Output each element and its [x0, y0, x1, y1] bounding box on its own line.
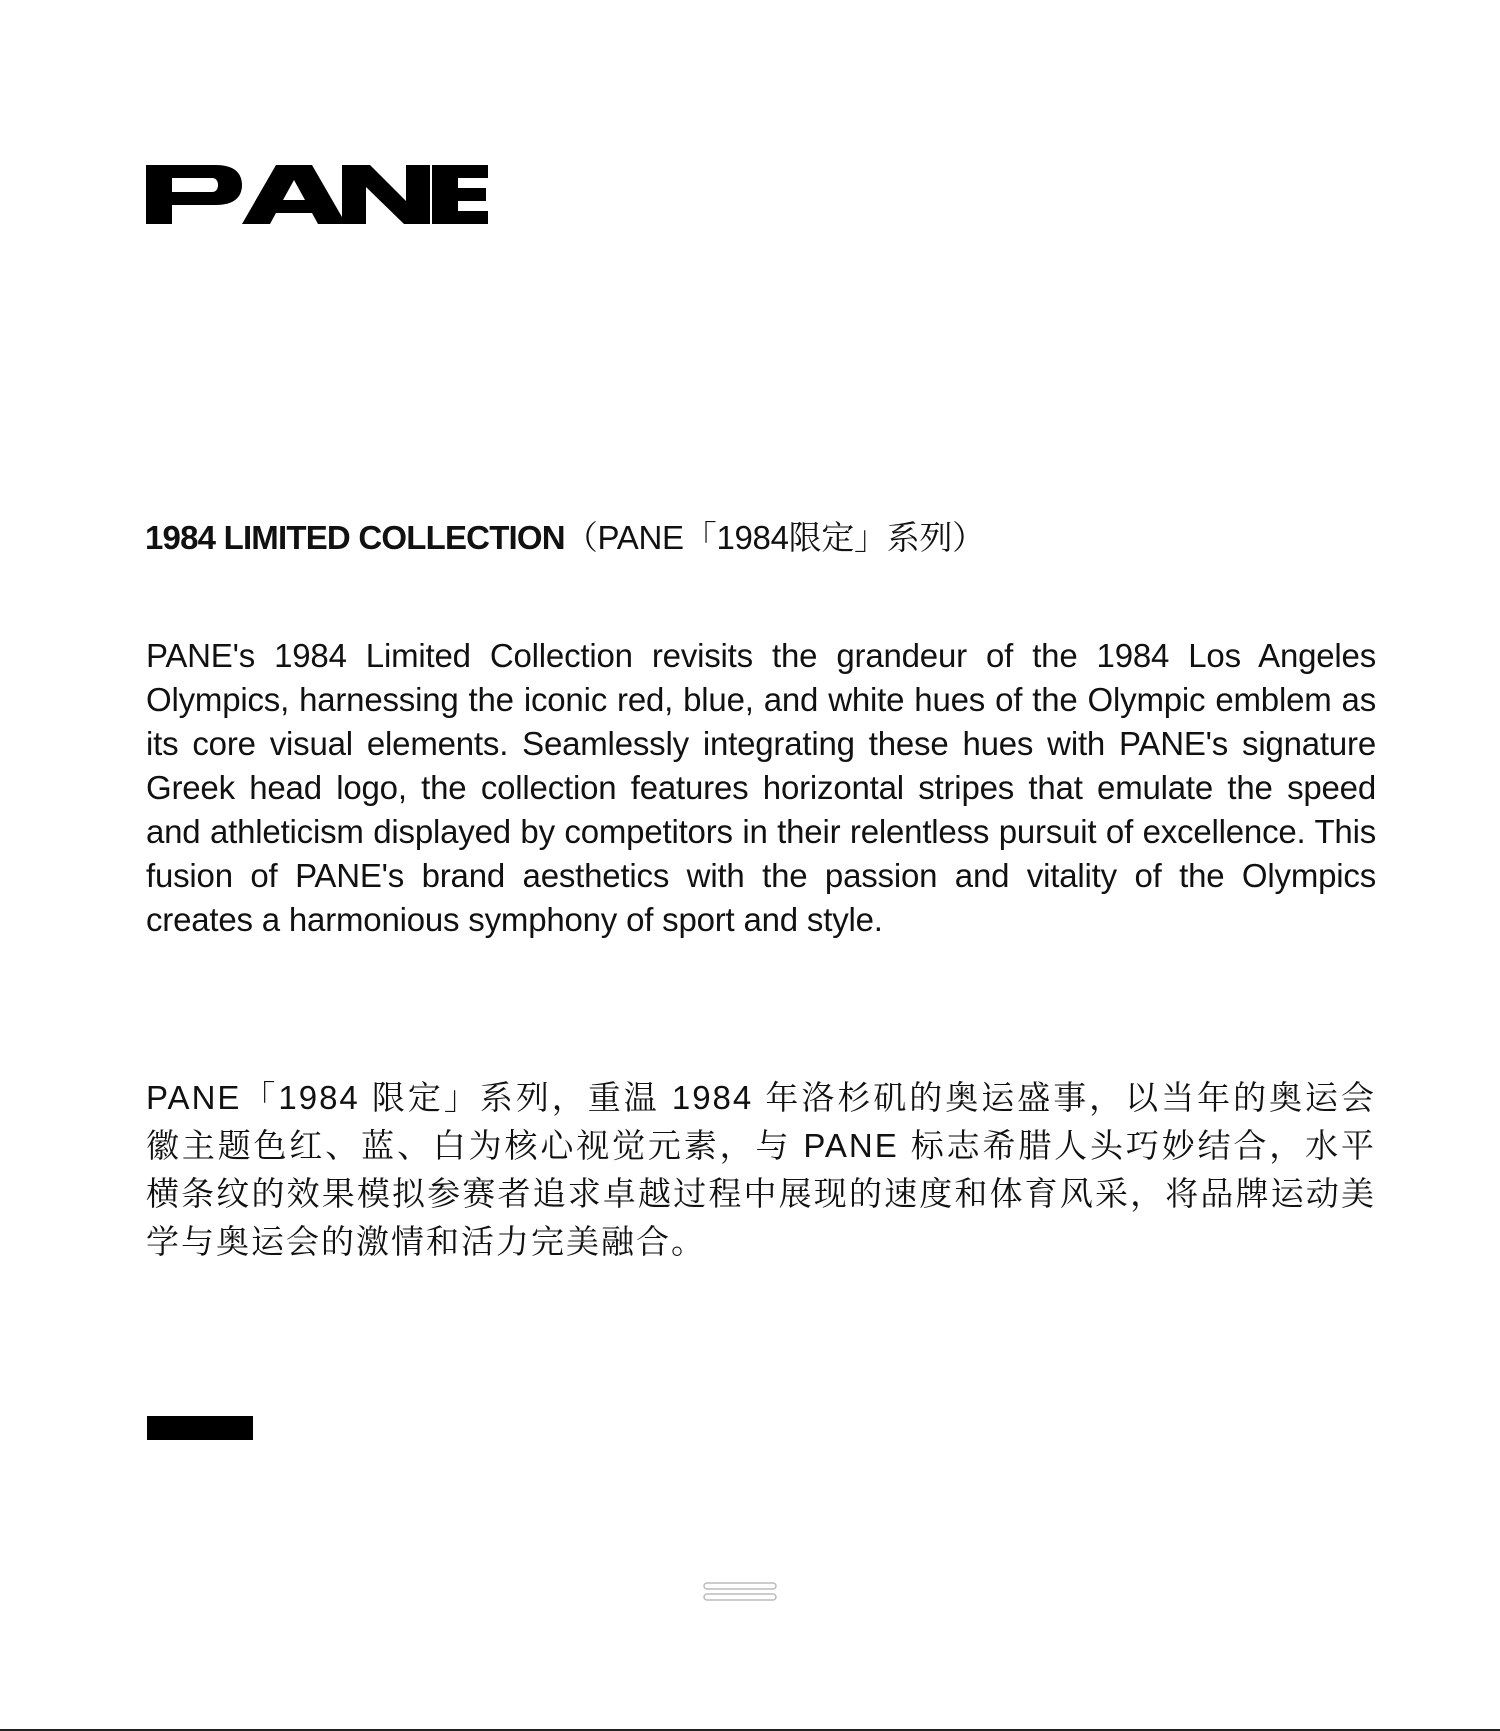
pane-logo	[146, 165, 488, 224]
collection-title	[145, 514, 1385, 562]
collection-title-zh: （PANE「1984限定」系列）	[564, 519, 985, 556]
collection-title-en: 1984 LIMITED COLLECTION	[145, 519, 565, 556]
description-chinese: PANE「1984 限定」系列，重温 1984 年洛杉矶的奥运盛事，以当年的奥运会徽主题色红、蓝、白为核心视觉元素，与 PANE 标志希腊人头巧妙结合，水平横条纹的效果模拟参赛者追求卓越过程中展现的速度和体育风采，将品牌运动美学与奥运会的激情和活力完美融合。	[146, 1079, 1376, 1260]
decorative-bar	[147, 1416, 253, 1440]
description-english: PANE's 1984 Limited Collection revisits the grandeur of the 1984 Los Angeles Olympics, harnessing the iconic red, blue, and white hues of the Olympic emblem as its core visual elements. Seamlessly integrating these hues with PANE's signature Greek head logo, the collection features horizontal stripes that emulate the speed and athleticism displayed by competitors in their relentless pursuit of excellence. This fusion of PANE's brand aesthetics with the passion and vitality of the Olympics creates a harmonious symphony of sport and style.	[146, 637, 1376, 938]
drag-handle-icon[interactable]	[703, 1581, 777, 1605]
